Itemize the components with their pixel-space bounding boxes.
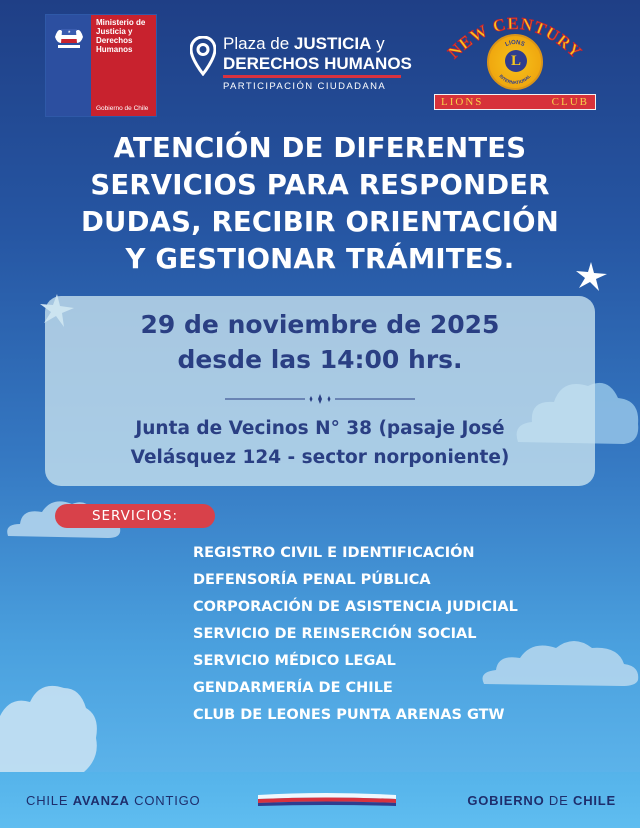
cloud-icon [0, 676, 100, 772]
headline-line: SERVICIOS PARA RESPONDER [90, 169, 550, 201]
event-time: desde las 14:00 hrs. [177, 345, 463, 374]
footer-gov-c: CHILE [573, 793, 616, 808]
event-venue-line1: Junta de Vecinos N° 38 (pasaje José [135, 418, 505, 439]
footer-slogan-b: AVANZA [72, 793, 130, 808]
plaza-rule [223, 75, 401, 78]
flag-stripe-icon [256, 791, 398, 809]
plaza-line1 [223, 34, 385, 54]
lions-banner-right: CLUB [551, 96, 589, 108]
footer-government [467, 793, 616, 808]
footer [0, 772, 640, 828]
footer-slogan-a: CHILE [26, 793, 73, 808]
services-list [193, 543, 613, 732]
headline-line: Y GESTIONAR TRÁMITES. [125, 243, 515, 275]
lions-banner [434, 94, 596, 110]
plaza-line3: PARTICIPACIÓN CIUDADANA [223, 81, 387, 92]
list-item: CLUB DE LEONES PUNTA ARENAS GTW [193, 707, 505, 723]
list-item: DEFENSORÍA PENAL PÚBLICA [193, 572, 431, 588]
list-item: REGISTRO CIVIL E IDENTIFICACIÓN [193, 545, 475, 561]
list-item: SERVICIO DE REINSERCIÓN SOCIAL [193, 626, 477, 642]
footer-slogan-c: CONTIGO [129, 793, 201, 808]
lions-ring-top: LIONS [504, 39, 526, 49]
ministry-name-line: Humanos [96, 45, 133, 54]
plaza-line1-a: Plaza de [223, 34, 294, 53]
footer-gov-b: DE [544, 793, 573, 808]
lions-ring-bottom: INTERNATIONAL [498, 73, 532, 86]
lions-arc-label: NEW CENTURY [444, 13, 586, 63]
list-item: GENDARMERÍA DE CHILE [193, 680, 393, 696]
svg-text:LIONS [505, 40, 526, 48]
headline [40, 130, 600, 278]
footer-gov-a: GOBIERNO [467, 793, 545, 808]
ministry-name-line: Ministerio de [96, 18, 146, 27]
headline-line: ATENCIÓN DE DIFERENTES [113, 132, 527, 164]
list-item: CORPORACIÓN DE ASISTENCIA JUDICIAL [193, 599, 518, 615]
plaza-line2: DERECHOS HUMANOS [223, 54, 412, 73]
ministry-name-line: Derechos [96, 36, 133, 45]
lions-emblem-icon [487, 34, 543, 90]
lions-banner-left: LIONS [441, 96, 484, 108]
lions-logo [432, 8, 598, 112]
location-pin-icon [190, 36, 216, 76]
lions-letter: L [505, 50, 527, 72]
ministry-name [96, 18, 156, 54]
ministry-logo [45, 14, 157, 117]
event-date: 29 de noviembre de 2025 [140, 310, 500, 339]
svg-text:INTERNATIONAL [498, 73, 532, 85]
gobierno-label: Gobierno de Chile [96, 105, 149, 112]
plaza-line1-b: JUSTICIA [293, 34, 372, 53]
chile-coat-of-arms-icon [52, 21, 86, 51]
footer-slogan [26, 793, 200, 808]
plaza-logo [190, 34, 410, 96]
sparkle-divider-icon [225, 394, 415, 404]
plaza-line1-c: y [371, 34, 385, 53]
event-venue-line2: Velásquez 124 - sector norponiente) [130, 447, 510, 468]
headline-line: DUDAS, RECIBIR ORIENTACIÓN [81, 206, 559, 238]
event-info-box [45, 296, 595, 486]
list-item: SERVICIO MÉDICO LEGAL [193, 653, 396, 669]
services-label: SERVICIOS: [55, 504, 215, 528]
ministry-name-line: Justicia y [96, 27, 133, 36]
